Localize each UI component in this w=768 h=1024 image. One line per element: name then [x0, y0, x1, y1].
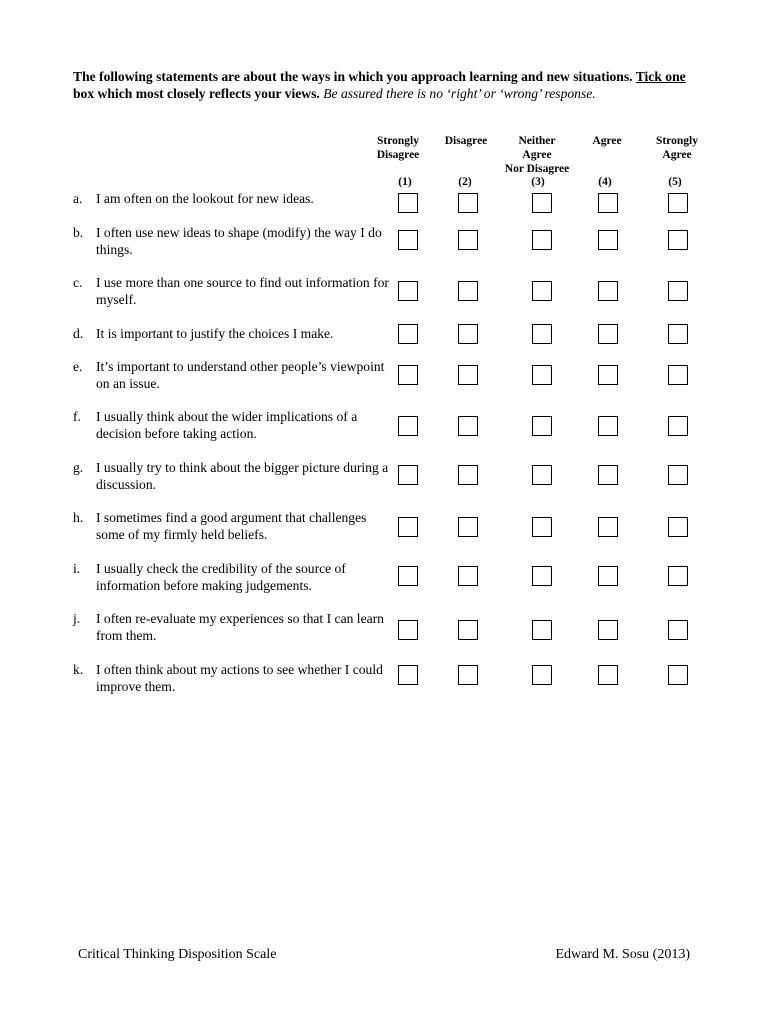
tick-box-4[interactable]	[598, 193, 618, 213]
tick-box-5[interactable]	[668, 324, 688, 344]
header-strongly-agree	[632, 134, 722, 162]
tick-box-3[interactable]	[532, 416, 552, 436]
item-statement: It’s important to understand other people’s viewpoint on an issue.	[96, 359, 385, 391]
instructions-text-2: box which most closely reflects your views.	[73, 86, 324, 101]
tick-box-2[interactable]	[458, 620, 478, 640]
item-letter: c.	[73, 275, 83, 290]
tick-box-5[interactable]	[668, 517, 688, 537]
item-letter: f.	[73, 409, 81, 424]
instructions-tick-one: Tick one	[635, 69, 686, 84]
header-line: Strongly	[656, 135, 698, 147]
header-line: Neither	[518, 135, 556, 147]
tick-box-1[interactable]	[398, 665, 418, 685]
item-statement: I usually check the credibility of the source of information before making judgements.	[96, 561, 346, 593]
tick-box-1[interactable]	[398, 193, 418, 213]
tick-box-2[interactable]	[458, 193, 478, 213]
tick-box-4[interactable]	[598, 620, 618, 640]
tick-box-4[interactable]	[598, 324, 618, 344]
tick-box-5[interactable]	[668, 416, 688, 436]
tick-box-1[interactable]	[398, 465, 418, 485]
tick-box-4[interactable]	[598, 416, 618, 436]
tick-box-1[interactable]	[398, 230, 418, 250]
tick-box-5[interactable]	[668, 465, 688, 485]
instructions-note: Be assured there is no ‘right’ or ‘wrong’ response.	[323, 86, 596, 101]
tick-box-5[interactable]	[668, 193, 688, 213]
tick-box-4[interactable]	[598, 465, 618, 485]
item-letter: a.	[73, 191, 83, 206]
tick-box-3[interactable]	[532, 620, 552, 640]
item-statement: I usually try to think about the bigger picture during a discussion.	[96, 460, 389, 492]
scale-number-1: (1)	[398, 176, 412, 188]
header-line: Disagree	[376, 149, 420, 161]
scale-number-4: (4)	[598, 176, 612, 188]
item-letter: d.	[73, 326, 84, 341]
item-statement: I sometimes find a good argument that challenges some of my firmly held beliefs.	[96, 510, 367, 542]
item-letter: h.	[73, 510, 84, 525]
scale-number-3: (3)	[531, 176, 545, 188]
footer-scale-name: Critical Thinking Disposition Scale	[78, 947, 277, 962]
header-line: Agree	[592, 135, 622, 147]
tick-box-2[interactable]	[458, 465, 478, 485]
tick-box-1[interactable]	[398, 620, 418, 640]
tick-box-4[interactable]	[598, 665, 618, 685]
tick-box-3[interactable]	[532, 281, 552, 301]
tick-box-2[interactable]	[458, 566, 478, 586]
tick-box-2[interactable]	[458, 665, 478, 685]
tick-box-5[interactable]	[668, 566, 688, 586]
item-statement: I often use new ideas to shape (modify) the way I do things.	[96, 225, 382, 257]
item-statement: I often think about my actions to see whether I could improve them.	[96, 662, 383, 694]
item-letter: k.	[73, 662, 84, 677]
tick-box-3[interactable]	[532, 566, 552, 586]
tick-box-3[interactable]	[532, 193, 552, 213]
item-letter: g.	[73, 460, 84, 475]
item-statement: I am often on the lookout for new ideas.	[96, 191, 314, 206]
tick-box-2[interactable]	[458, 365, 478, 385]
item-statement: I usually think about the wider implications of a decision before taking action.	[96, 409, 358, 441]
item-letter: i.	[73, 561, 81, 576]
header-line: Disagree	[444, 135, 488, 147]
tick-box-3[interactable]	[532, 230, 552, 250]
tick-box-2[interactable]	[458, 324, 478, 344]
scale-number-2: (2)	[458, 176, 472, 188]
tick-box-1[interactable]	[398, 517, 418, 537]
item-letter: j.	[73, 611, 81, 626]
tick-box-2[interactable]	[458, 230, 478, 250]
tick-box-4[interactable]	[598, 566, 618, 586]
tick-box-1[interactable]	[398, 416, 418, 436]
tick-box-5[interactable]	[668, 230, 688, 250]
tick-box-4[interactable]	[598, 230, 618, 250]
tick-box-3[interactable]	[532, 517, 552, 537]
tick-box-3[interactable]	[532, 465, 552, 485]
tick-box-3[interactable]	[532, 324, 552, 344]
tick-box-4[interactable]	[598, 365, 618, 385]
tick-box-1[interactable]	[398, 566, 418, 586]
footer-author: Edward M. Sosu (2013)	[555, 947, 690, 962]
tick-box-1[interactable]	[398, 281, 418, 301]
header-line: Strongly	[377, 135, 419, 147]
tick-box-2[interactable]	[458, 416, 478, 436]
header-line: Nor Disagree	[504, 163, 570, 175]
item-statement: It is important to justify the choices I make.	[96, 326, 334, 341]
item-letter: b.	[73, 225, 84, 240]
tick-box-3[interactable]	[532, 365, 552, 385]
tick-box-2[interactable]	[458, 517, 478, 537]
tick-box-5[interactable]	[668, 620, 688, 640]
header-line: Agree	[522, 149, 552, 161]
tick-box-5[interactable]	[668, 281, 688, 301]
tick-box-3[interactable]	[532, 665, 552, 685]
tick-box-5[interactable]	[668, 365, 688, 385]
tick-box-1[interactable]	[398, 365, 418, 385]
instructions	[73, 68, 703, 102]
item-statement: I use more than one source to find out information for myself.	[96, 275, 389, 307]
instructions-text-1: The following statements are about the ways in which you approach learning and new situations.	[73, 69, 636, 84]
item-letter: e.	[73, 359, 83, 374]
item-statement: I often re-evaluate my experiences so that I can learn from them.	[96, 611, 384, 643]
tick-box-4[interactable]	[598, 281, 618, 301]
tick-box-2[interactable]	[458, 281, 478, 301]
header-line: Agree	[662, 149, 692, 161]
scale-number-5: (5)	[668, 176, 682, 188]
tick-box-1[interactable]	[398, 324, 418, 344]
tick-box-4[interactable]	[598, 517, 618, 537]
tick-box-5[interactable]	[668, 665, 688, 685]
